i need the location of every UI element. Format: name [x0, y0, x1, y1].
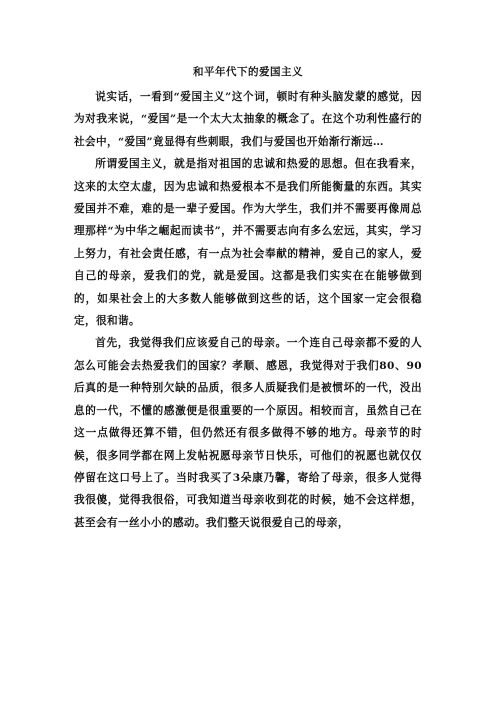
paragraph-1: 说实话，一看到“爱国主义”这个词，顿时有种头脑发蒙的感觉，因为对我来说，“爱国”是一个太大太抽象的概念了。在这个功利性盛行的社会中，“爱国”竟显得有些刺眼，我们与爱国也开始渐行渐远…	[74, 91, 422, 148]
document-title: 和平年代下的爱国主义	[193, 66, 303, 78]
paragraph-2: 所谓爱国主义，就是指对祖国的忠诚和热爱的思想。但在我看来，这来的太空太虚，因为忠诚和热爱根本不是我们所能衡量的东西。其实爱国并不难，难的是一辈子爱国。作为大学生，我们并不需要再像周总理那样“为中华之崛起而读书”，并不需要志向有多么宏远，其实，学习上努力，有社会责任感，有一点为社会奉献的精神，爱自己的家人，爱自己的母亲，爱我们的党，就是爱国。这都是我们实实在在能够做到的，如果社会上的大多数人能够做到这些的话，这个国家一定会很稳定，很和谐。	[74, 158, 422, 328]
paragraph-3: 首先，我觉得我们应该爱自己的母亲。一个连自己母亲都不爱的人怎么可能会去热爱我们的国家？孝顺、感恩，我觉得对于我们80、90后真的是一种特别欠缺的品质，很多人质疑我们是被惯坏的一代，没出息的一代，不懂的感激便是很重要的一个原因。相较而言，虽然自己在这一点做得还算不错，但仍然还有很多做得不够的地方。母亲节的时候，很多同学都在网上发帖祝愿母亲节日快乐，可他们的祝愿也就仅仅停留在这口号上了。当时我买了3朵康乃馨，寄给了母亲，很多人觉得我很傻，觉得我很俗，可我知道当母亲收到花的时候，她不会这样想，甚至会有一丝小小的感动。我们整天说很爱自己的母亲，	[74, 337, 422, 529]
